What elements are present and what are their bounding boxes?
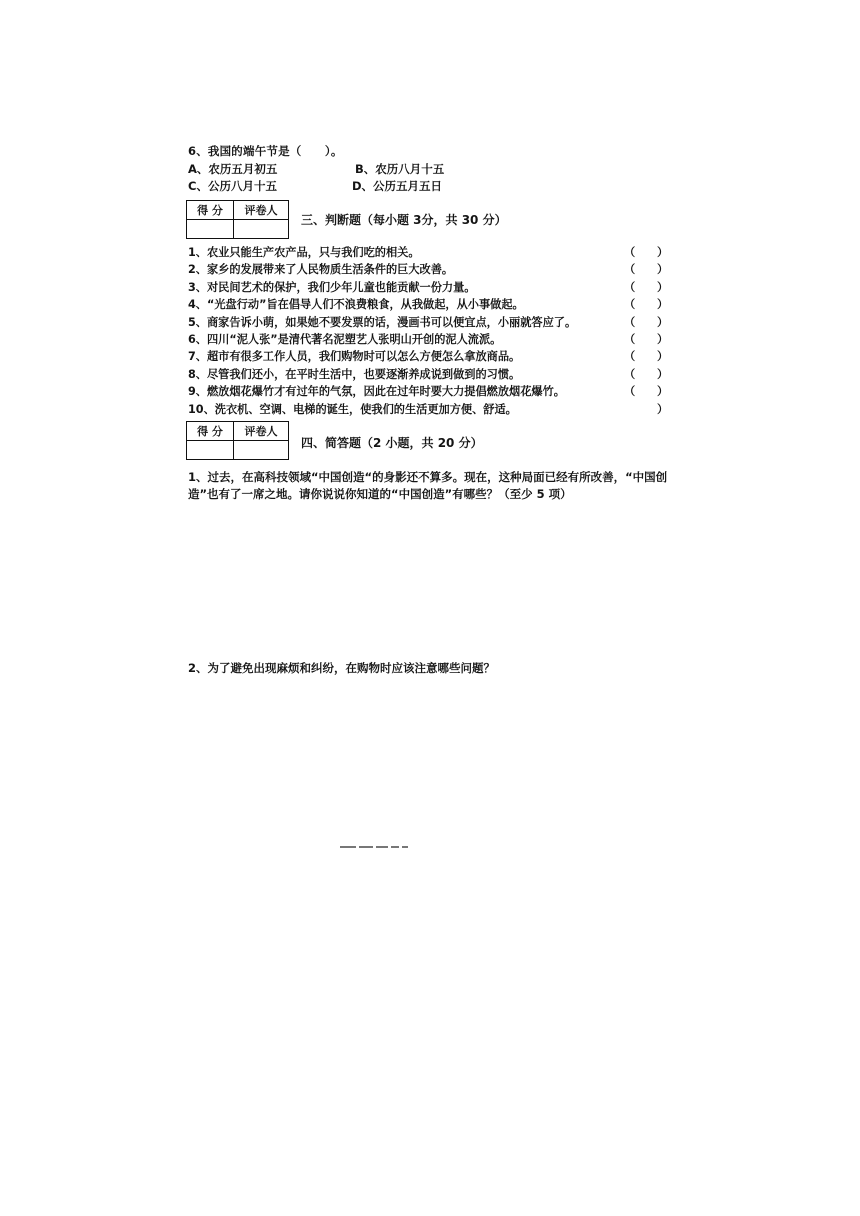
answer-bracket-left: （ [624,298,636,312]
answer-bracket-right: ） [657,315,669,329]
grader-cell [234,441,289,460]
list-item [188,366,668,383]
answer-bracket-right: ） [657,280,669,294]
answer-bracket-left: （ [624,263,636,277]
statement-text: 4、“光盘行动”旨在倡导人们不浪费粮食，从我做起，从小事做起。 [188,298,524,312]
short-answer-question-1: 1、过去，在高科技领域“中国创造“的身影还不算多。现在，这种局面已经有所改善，“中国创造”也有了一席之地。请你说说你知道的“中国创造”有哪些？（至少 5 项） [188,470,668,501]
score-box-section-4 [186,421,289,460]
list-item [188,331,668,348]
list-item [188,244,668,261]
answer-bracket-right: ） [657,367,669,381]
statement-text: 1、农业只能生产农产品，只与我们吃的相关。 [188,246,420,259]
list-item [188,261,668,278]
statement-text: 3、对民间艺术的保护，我们少年儿童也能贡献一份力量。 [188,280,476,294]
score-label: 得 分 [187,422,234,441]
list-item [188,296,668,313]
answer-bracket-right: ） [657,298,669,312]
answer-bracket-left: （ [624,367,636,381]
grader-label: 评卷人 [234,422,289,441]
answer-bracket-left: （ [624,350,636,364]
answer-bracket-left: （ [624,332,636,346]
section-4-title: 四、简答题（2 小题，共 20 分） [301,436,483,450]
statement-text: 2、家乡的发展带来了人民物质生活条件的巨大改善。 [188,263,454,277]
answer-bracket-left: （ [624,246,636,259]
statement-text: 9、燃放烟花爆竹才有过年的气氛，因此在过年时要大力提倡燃放烟花爆竹。 [188,385,565,399]
score-box-section-3 [186,200,289,239]
statement-text: 8、尽管我们还小，在平时生活中，也要逐渐养成说到做到的习惯。 [188,367,521,381]
question-6-option-c: C、公历八月十五 [188,179,277,193]
answer-bracket-left: （ [624,385,636,399]
statement-text: 6、四川“泥人张”是清代著名泥塑艺人张明山开创的泥人流派。 [188,332,502,346]
score-cell [187,220,234,239]
short-answer-question-2: 2、为了避免出现麻烦和纠纷，在购物时应该注意哪些问题？ [188,661,495,675]
true-false-list [188,244,668,418]
answer-bracket-left: （ [624,315,636,329]
question-6-title: 6、我国的端午节是（ ）。 [188,144,343,158]
list-item [188,383,668,400]
list-item [188,279,668,296]
answer-bracket-right: ） [657,350,669,364]
list-item [188,348,668,365]
answer-bracket-right: ） [657,263,669,277]
answer-bracket-right: ） [657,332,669,346]
page-footer-smudge [340,836,412,841]
answer-bracket-right: ） [657,385,669,399]
answer-bracket-left: （ [624,280,636,294]
list-item [188,401,668,418]
score-cell [187,441,234,460]
grader-label: 评卷人 [234,201,289,220]
section-3-title: 三、判断题（每小题 3分，共 30 分） [301,213,507,227]
question-6-option-a: A、农历五月初五 [188,162,278,176]
question-6-option-b: B、农历八月十五 [355,162,445,176]
score-label: 得 分 [187,201,234,220]
statement-text: 5、商家告诉小萌，如果她不要发票的话，漫画书可以便宜点，小丽就答应了。 [188,315,577,329]
list-item [188,314,668,331]
statement-text: 7、超市有很多工作人员，我们购物时可以怎么方便怎么拿放商品。 [188,350,521,364]
statement-text: 10、洗衣机、空调、电梯的诞生，使我们的生活更加方便、舒适。 [188,402,517,416]
question-6-option-d: D、公历五月五日 [352,179,443,193]
answer-bracket-right: ） [657,402,669,416]
grader-cell [234,220,289,239]
answer-bracket-right: ） [657,246,669,259]
